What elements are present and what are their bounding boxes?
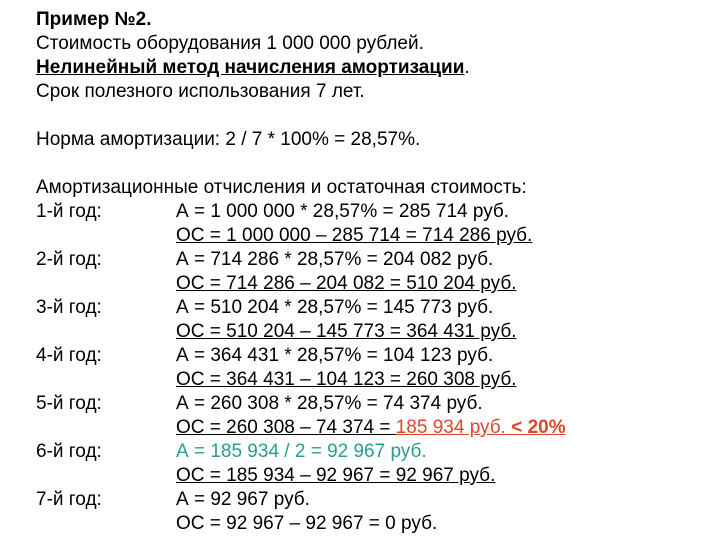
year-row-os [36, 320, 716, 344]
method-period: . [464, 57, 470, 78]
year-row-a [36, 392, 716, 416]
year-row-a [36, 488, 716, 512]
residual-value-formula: ОС = 92 967 – 92 967 = 0 руб. [176, 513, 438, 534]
residual-value-highlight: 185 934 руб. [395, 417, 506, 438]
residual-value-formula: ОС = 1 000 000 – 285 714 = 714 286 руб. [176, 225, 533, 246]
depreciation-rate-line: Норма амортизации: 2 / 7 * 100% = 28,57%. [36, 129, 421, 150]
year-row-os [36, 368, 716, 392]
depreciation-formula: А = 714 286 * 28,57% = 204 082 руб. [176, 249, 494, 270]
year-row-a [36, 440, 716, 464]
year-label: 5-й год: [36, 393, 102, 414]
year-row-os [36, 512, 716, 536]
depreciation-formula: А = 260 308 * 28,57% = 74 374 руб. [176, 393, 483, 414]
threshold-note: < 20% [505, 417, 566, 438]
header-block [36, 8, 470, 104]
year-label: 2-й год: [36, 249, 102, 270]
cost-line: Стоимость оборудования 1 000 000 рублей. [36, 33, 424, 54]
year-row-a [36, 344, 716, 368]
year-row-os [36, 464, 716, 488]
year-row-os [36, 224, 716, 248]
useful-life-line: Срок полезного использования 7 лет. [36, 81, 365, 102]
residual-value-formula: ОС = 714 286 – 204 082 = 510 204 руб. [176, 273, 517, 294]
year-row-a [36, 248, 716, 272]
residual-value-formula: ОС = 364 431 – 104 123 = 260 308 руб. [176, 369, 517, 390]
year-label: 4-й год: [36, 345, 102, 366]
year-label: 7-й год: [36, 489, 102, 510]
year-row-os [36, 416, 716, 440]
depreciation-formula: А = 1 000 000 * 28,57% = 285 714 руб. [176, 201, 510, 222]
residual-value-formula: ОС = 510 204 – 145 773 = 364 431 руб. [176, 321, 517, 342]
method-name: Нелинейный метод начисления амортизации [36, 57, 465, 78]
residual-value-formula: ОС = 185 934 – 92 967 = 92 967 руб. [176, 465, 496, 486]
calc-heading: Амортизационные отчисления и остаточная стоимость: [36, 177, 527, 198]
year-label: 3-й год: [36, 297, 102, 318]
depreciation-formula: А = 364 431 * 28,57% = 104 123 руб. [176, 345, 494, 366]
year-label: 1-й год: [36, 201, 102, 222]
year-row-a [36, 296, 716, 320]
depreciation-formula: А = 92 967 руб. [176, 489, 310, 510]
year-row-a [36, 200, 716, 224]
example-title: Пример №2. [36, 9, 152, 30]
depreciation-formula: А = 510 204 * 28,57% = 145 773 руб. [176, 297, 494, 318]
year-row-os [36, 272, 716, 296]
residual-value-formula [176, 416, 566, 440]
year-label: 6-й год: [36, 441, 102, 462]
depreciation-formula: А = 185 934 / 2 = 92 967 руб. [176, 441, 427, 462]
calculation-block [36, 176, 716, 536]
method-line [36, 56, 470, 80]
residual-value-prefix: ОС = 260 308 – 74 374 = [176, 417, 396, 438]
